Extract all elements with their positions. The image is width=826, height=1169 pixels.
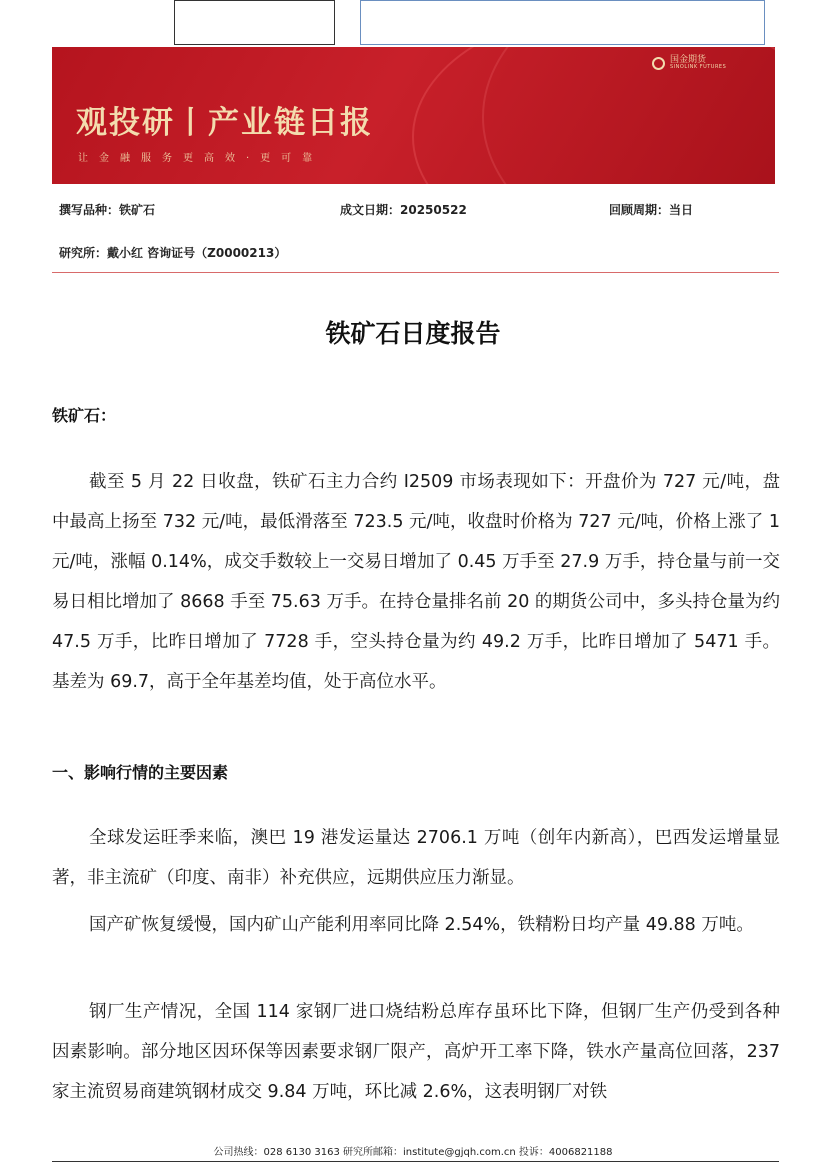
header-box-left bbox=[174, 0, 335, 45]
logo-subname: SINOLINK FUTURES bbox=[670, 64, 727, 71]
report-banner bbox=[52, 47, 775, 184]
domestic-ore-paragraph: 国产矿恢复缓慢，国内矿山产能利用率同比降 2.54%，铁精粉日均产量 49.88 万吨。 bbox=[89, 915, 754, 935]
logo-mark-icon bbox=[652, 57, 665, 70]
supply-paragraph: 全球发运旺季来临，澳巴 19 港发运量达 2706.1 万吨（创年内新高），巴西发运增量显著，非主流矿（印度、南非）补充供应，远期供应压力渐显。 bbox=[52, 828, 780, 888]
section-label-iron-ore: 铁矿石： bbox=[52, 406, 117, 425]
banner-decoration-2 bbox=[482, 47, 775, 184]
meta-institute: 研究所：戴小红 咨询证号（Z0000213） bbox=[59, 246, 287, 260]
meta-variety: 撰写品种：铁矿石 bbox=[59, 203, 156, 217]
market-summary-paragraph: 截至 5 月 22 日收盘，铁矿石主力合约 I2509 市场表现如下：开盘价为 727 元/吨，盘中最高上扬至 732 元/吨，最低滑落至 723.5 元/吨，收盘时价格为 727 元/吨，价格上涨了 1 元/吨，涨幅 0.14%，成交手数较上一交易日增加了 0.45 万手至 27.9 万手，持仓量与前一交易日相比增加了 8668 手至 75.63 万手。在持仓量排名前 20 的期货公司中，多头持仓量为约 47.5 万手，比昨日增加了 7728 手，空头持仓量为约 49.2 万手，比昨日增加了 5471 手。基差为 69.7，高于全年基差均值，处于高位水平。 bbox=[52, 472, 780, 692]
meta-period: 回顾周期：当日 bbox=[609, 203, 694, 217]
company-logo bbox=[652, 56, 726, 71]
banner-subtitle: 让金融服务更高效·更可靠 bbox=[78, 153, 324, 164]
footer-contact: 公司热线：028 6130 3163 研究所邮箱：institute@gjqh.com.cn 投诉：4006821188 bbox=[213, 1147, 613, 1158]
banner-title: 观投研丨产业链日报 bbox=[76, 105, 373, 141]
steel-mill-paragraph: 钢厂生产情况，全国 114 家钢厂进口烧结粉总库存虽环比下降，但钢厂生产仍受到各种因素影响。部分地区因环保等因素要求钢厂限产，高炉开工率下降，铁水产量高位回落，237 家主流贸易商建筑钢材成交 9.84 万吨，环比减 2.6%，这表明钢厂对铁 bbox=[52, 1002, 780, 1102]
header-divider bbox=[52, 272, 779, 273]
document-title: 铁矿石日度报告 bbox=[325, 319, 501, 348]
header-box-right bbox=[360, 0, 765, 45]
logo-name: 国金期货 bbox=[670, 55, 707, 65]
logo-text bbox=[670, 56, 726, 71]
meta-date: 成文日期：20250522 bbox=[340, 203, 467, 217]
footer-divider bbox=[52, 1161, 779, 1162]
section-heading-factors: 一、影响行情的主要因素 bbox=[52, 763, 229, 782]
